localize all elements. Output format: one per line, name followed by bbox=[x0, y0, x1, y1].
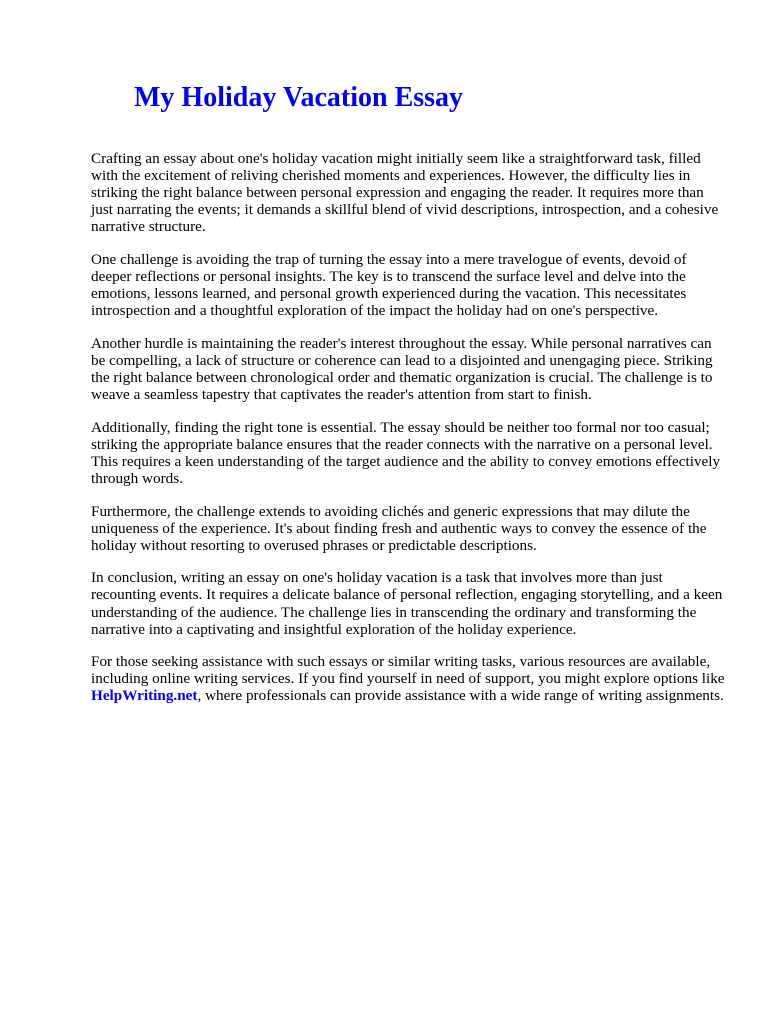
paragraph-travelogue-challenge: One challenge is avoiding the trap of turning the essay into a mere travelogue of events, devoid of deeper reflections or personal insights. The key is to transcend the surface level and delve into the emotions, lessons learned, and personal growth experienced during the vacation. This necessitates introspection and a thoughtful exploration of the impact the holiday had on one's perspective. bbox=[91, 250, 687, 320]
page-title: My Holiday Vacation Essay bbox=[134, 82, 464, 113]
paragraph-tone: Additionally, finding the right tone is essential. The essay should be neither too formal nor too casual; striking the appropriate balance ensures that the reader connects with the narrative on a personal level. This requires a keen understanding of the target audience and the ability to convey emotions effectively through words. bbox=[91, 418, 721, 487]
closing-text-before-link: For those seeking assistance with such essays or similar writing tasks, various resources are available, including online writing services. If you find yourself in need of support, you might explore options like bbox=[91, 653, 725, 688]
closing-text-after-link: , where professionals can provide assistance with a wide range of writing assignments. bbox=[197, 687, 724, 705]
paragraph-cliches: Furthermore, the challenge extends to avoiding clichés and generic expressions that may dilute the uniqueness of the experience. It's about finding fresh and authentic ways to convey the essence of the holiday without resorting to overused phrases or predictable descriptions. bbox=[91, 502, 707, 554]
paragraph-conclusion: In conclusion, writing an essay on one's holiday vacation is a task that involves more than just recounting events. It requires a delicate balance of personal reflection, engaging storytelling, and a keen understanding of the audience. The challenge lies in transcending the ordinary and transforming the narrative into a captivating and insightful exploration of the holiday experience. bbox=[91, 569, 723, 638]
paragraph-intro: Crafting an essay about one's holiday vacation might initially seem like a straightforward task, filled with the excitement of reliving cherished moments and experiences. However, the difficulty lies in striking the right balance between personal expression and engaging the reader. It requires more than just narrating the events; it demands a skillful blend of vivid descriptions, introspection, and a cohesive narrative structure. bbox=[91, 150, 719, 236]
helpwriting-link[interactable]: HelpWriting.net bbox=[91, 687, 198, 705]
paragraph-reader-interest: Another hurdle is maintaining the reader's interest throughout the essay. While personal narratives can be compelling, a lack of structure or coherence can lead to a disjointed and unengaging piece. Striking the right balance between chronological order and thematic organization is crucial. The challenge is to weave a seamless tapestry that captivates the reader's attention from start to finish. bbox=[91, 334, 713, 404]
paragraph-closing bbox=[91, 653, 728, 704]
